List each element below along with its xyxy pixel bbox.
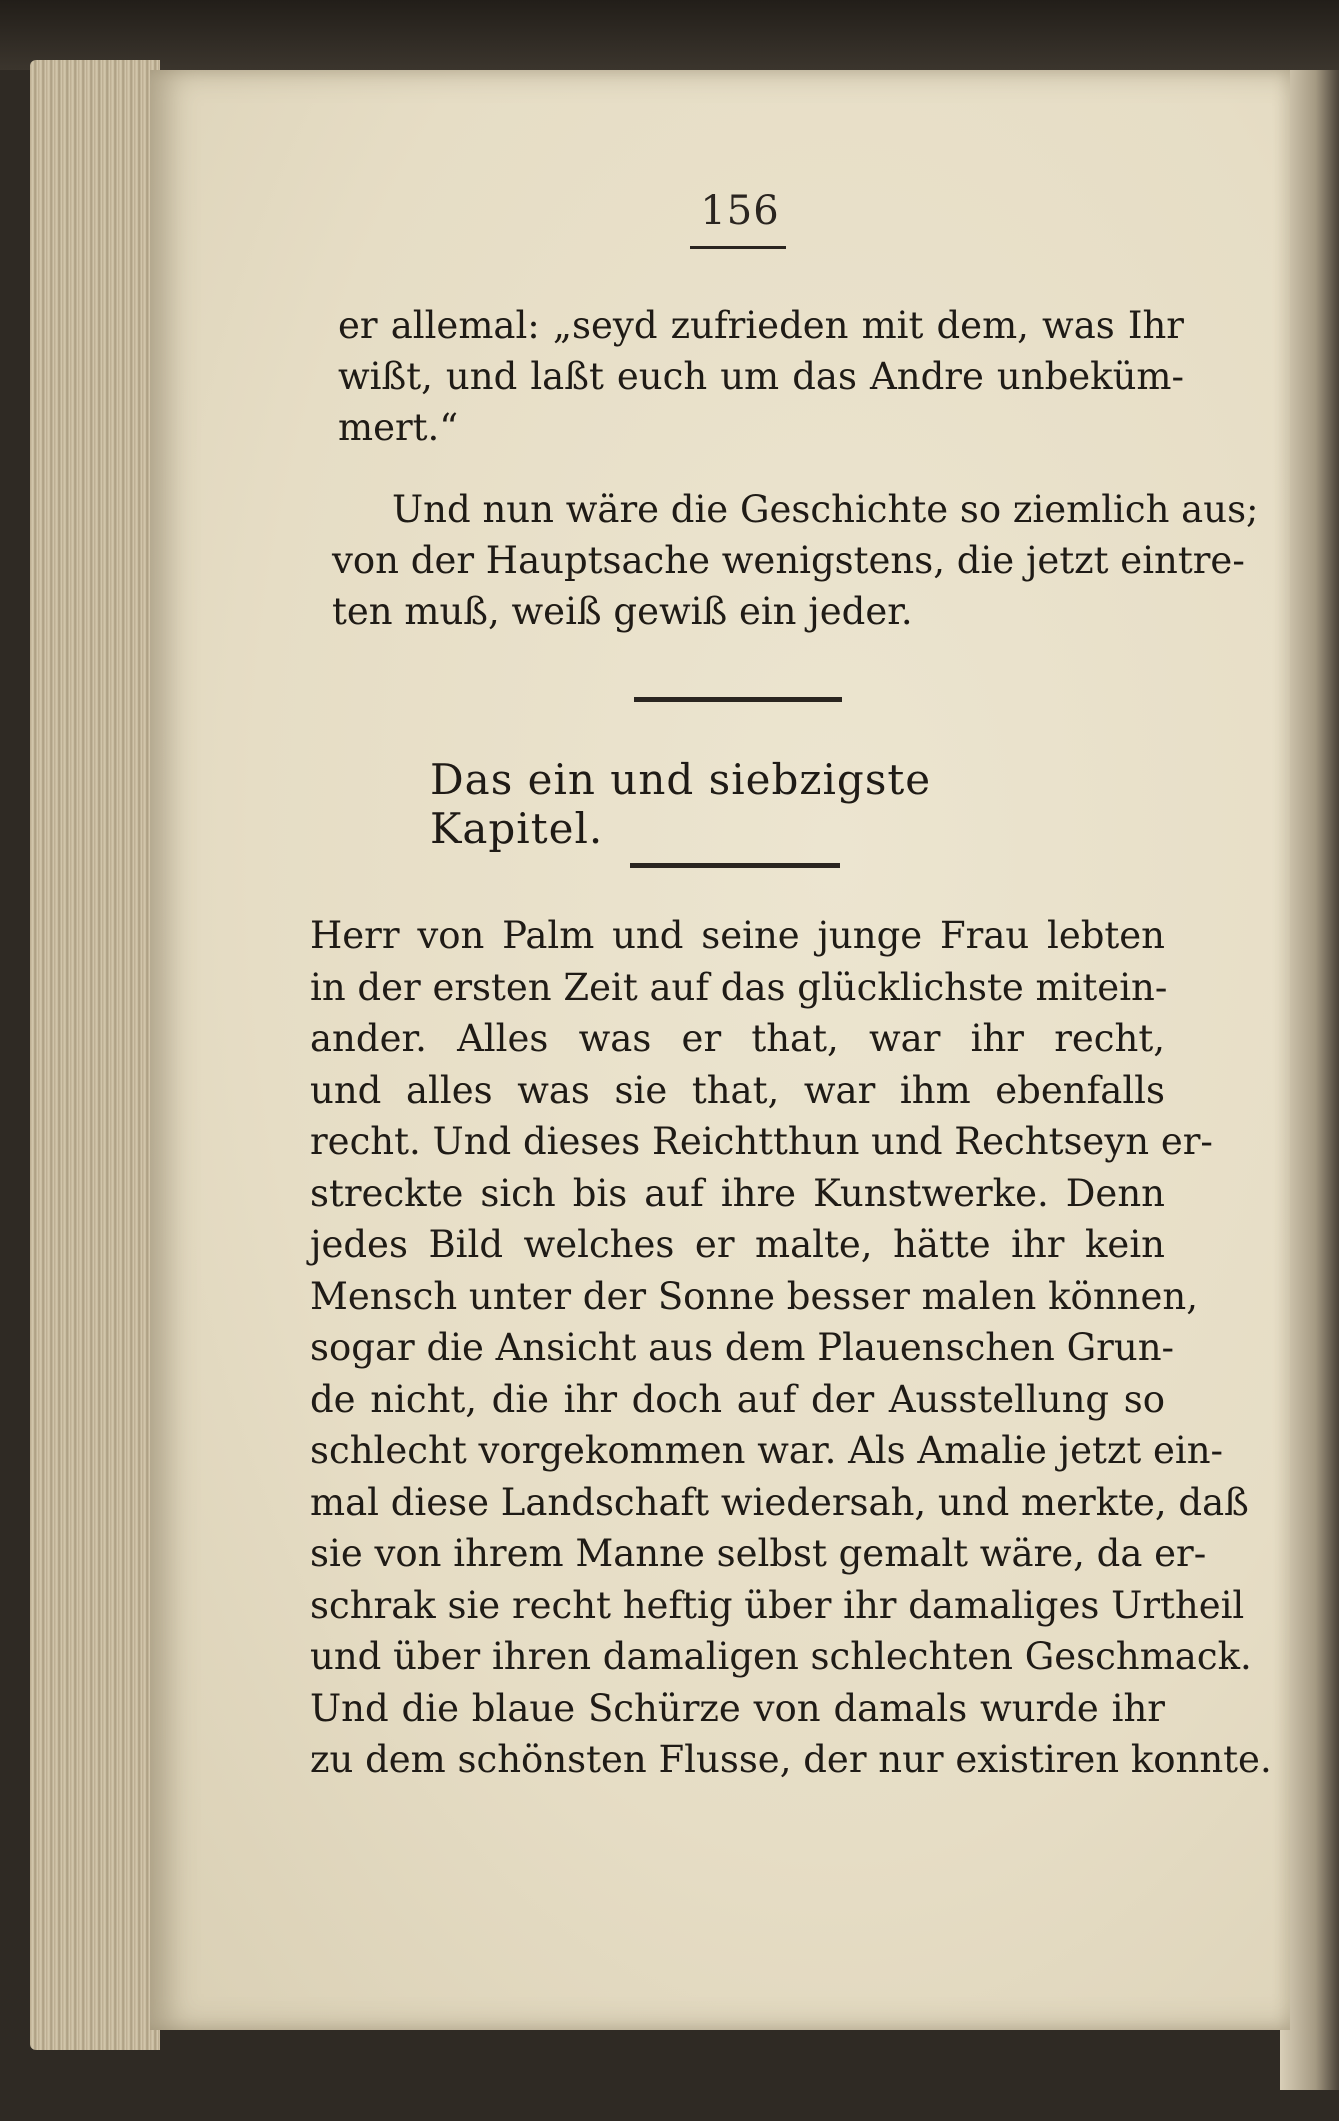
text-line: zu dem schönsten Flusse, der nur existiren konnte. [310, 1738, 1272, 1781]
section-rule-top [634, 697, 842, 702]
page-number: 156 [700, 188, 780, 234]
text-line: sogar die Ansicht aus dem Plauenschen Grun- [310, 1326, 1175, 1369]
text-line: schrak sie recht heftig über ihr damaliges Urtheil [310, 1583, 1245, 1627]
text-line: Und die blaue Schürze von damals wurde ihr [310, 1686, 1165, 1730]
page-number-underline [690, 246, 786, 249]
section-rule-bottom [630, 863, 840, 868]
text-line: Herr von Palm und seine junge Frau lebten [310, 914, 1165, 957]
text-line: schlecht vorgekommen war. Als Amalie jetzt ein- [310, 1429, 1224, 1472]
second-paragraph [332, 484, 1259, 637]
text-line: wißt, und laßt euch um das Andre unbeküm- [338, 355, 1184, 398]
text-line: in der ersten Zeit auf das glücklichste mitein- [310, 965, 1168, 1009]
text-line: mert.“ [338, 406, 459, 449]
text-line: jedes Bild welches er malte, hätte ihr kein [310, 1223, 1165, 1266]
book-cover-top [0, 0, 1339, 70]
chapter-heading: Das ein und siebzigste Kapitel. [430, 755, 932, 853]
page-stack-edge [30, 60, 160, 2050]
text-line: Mensch unter der Sonne besser malen können, [310, 1274, 1198, 1318]
text-line: von der Hauptsache wenigstens, die jetzt eintre- [332, 539, 1245, 582]
text-line: er allemal: „seyd zufrieden mit dem, was Ihr [338, 304, 1184, 347]
text-line: mal diese Landschaft wiedersah, und merkte, daß [310, 1480, 1249, 1524]
text-line: ander. Alles was er that, war ihr recht, [310, 1017, 1165, 1060]
text-line: recht. Und dieses Reichtthun und Rechtseyn er- [310, 1120, 1213, 1163]
chapter-body [310, 910, 1272, 1786]
text-line: und über ihren damaligen schlechten Geschmack. [310, 1635, 1252, 1678]
text-line: de nicht, die ihr doch auf der Ausstellung so [310, 1377, 1165, 1421]
text-line: ten muß, weiß gewiß ein jeder. [332, 590, 913, 633]
text-line: und alles was sie that, war ihm ebenfalls [310, 1068, 1165, 1112]
text-line: Und nun wäre die Geschichte so ziemlich aus; [392, 488, 1259, 531]
top-paragraph [338, 300, 1184, 453]
text-line: streckte sich bis auf ihre Kunstwerke. Denn [310, 1171, 1165, 1215]
text-line: sie von ihrem Manne selbst gemalt wäre, da er- [310, 1532, 1207, 1575]
